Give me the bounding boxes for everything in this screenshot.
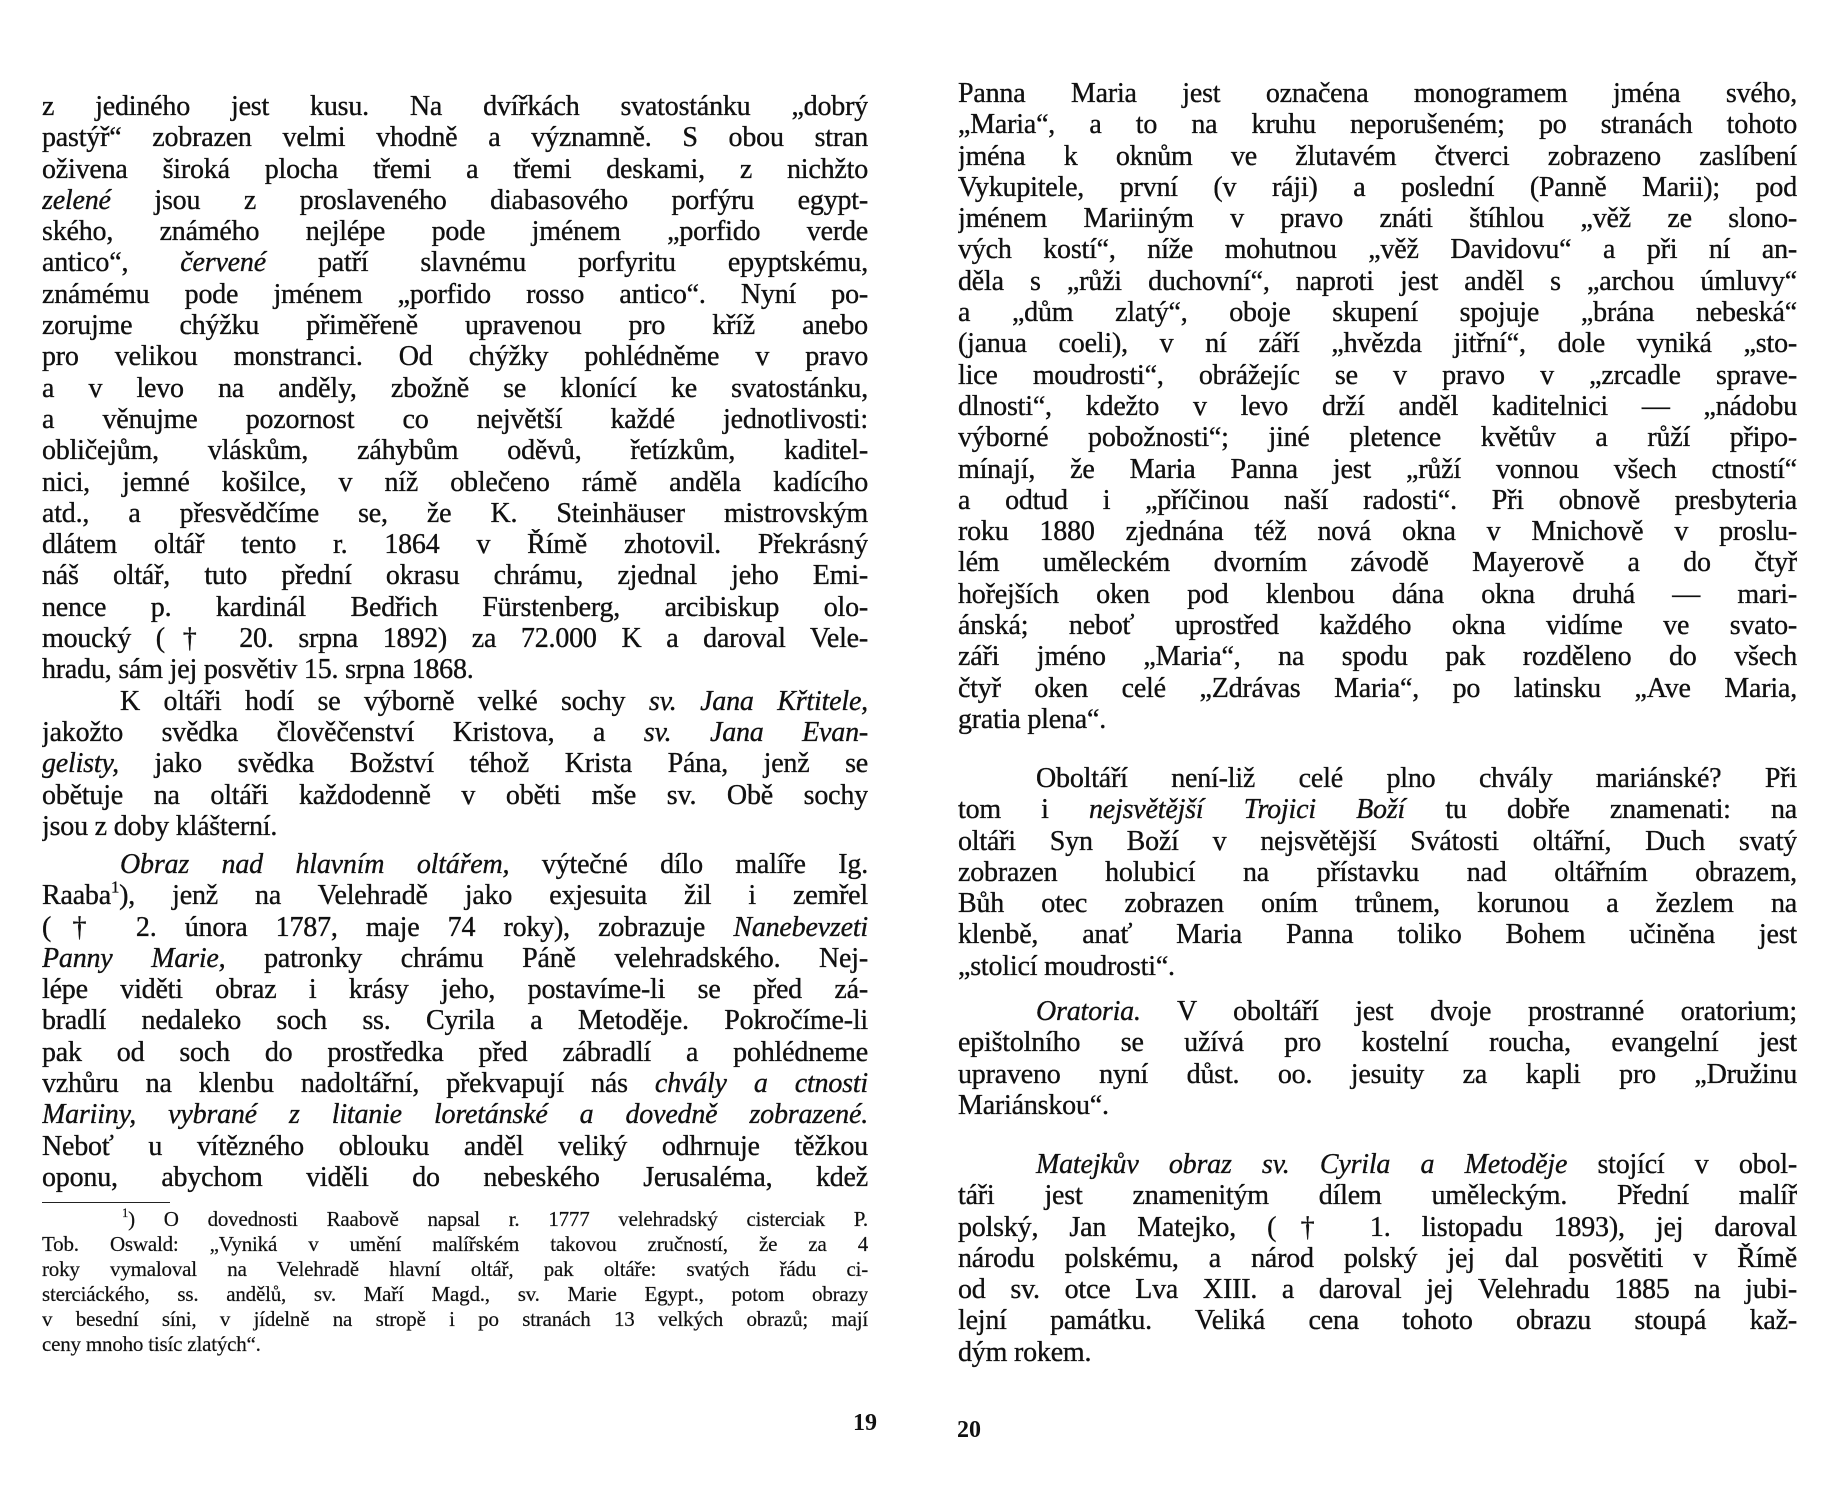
text-line bbox=[42, 216, 868, 247]
text-segment: patronky chrámu Páně velehradského. Nej- bbox=[225, 942, 868, 974]
footnote-divider bbox=[42, 1202, 170, 1203]
text-segment: lépe viděti obraz i krásy jeho, postavíme-li se před zá- bbox=[42, 974, 868, 1006]
text-line bbox=[958, 579, 1797, 610]
footnote-marker: 1 bbox=[122, 1207, 129, 1221]
text-line bbox=[42, 529, 868, 560]
text-line bbox=[42, 1068, 868, 1099]
text-line bbox=[42, 310, 868, 341]
italic-text: gelisty, bbox=[42, 748, 119, 780]
text-segment: dlnosti“, kdežto v levo drží anděl kaditelnici — „nádobu bbox=[958, 390, 1797, 422]
text-line bbox=[958, 454, 1797, 485]
text-segment: a věnujme pozornost co největší každé jednotlivosti: bbox=[42, 403, 868, 435]
text-line bbox=[958, 1305, 1797, 1336]
text-segment: hořejších oken pod klenbou dána okna druhá — mari- bbox=[958, 578, 1797, 610]
text-line bbox=[958, 391, 1797, 422]
text-line bbox=[42, 247, 868, 278]
text-line bbox=[958, 704, 1797, 735]
italic-text: Nanebevzeti bbox=[733, 911, 868, 943]
text-segment: zobrazen holubicí na přístavku nad oltářním obrazem, bbox=[958, 856, 1797, 888]
footnote-marker: 1 bbox=[110, 880, 120, 897]
italic-text: sv. Jana Evan- bbox=[643, 716, 868, 748]
italic-text: nejsvětější Trojici Boží bbox=[1089, 794, 1406, 826]
text-line bbox=[958, 109, 1797, 140]
text-segment: ceny mnoho tisíc zlatých“. bbox=[42, 1332, 261, 1356]
text-line bbox=[42, 943, 868, 974]
text-line bbox=[42, 91, 868, 122]
text-segment: jménem Mariiným v pravo znáti štíhlou „věž ze slono- bbox=[958, 203, 1797, 235]
text-line bbox=[958, 1027, 1797, 1058]
text-segment: jakožto svědka člověčenství Kristova, a bbox=[42, 716, 644, 748]
text-line bbox=[958, 857, 1797, 888]
text-line bbox=[42, 1282, 868, 1307]
text-line bbox=[42, 435, 868, 466]
text-line bbox=[958, 763, 1797, 794]
text-segment: atd., a přesvědčíme se, že K. Steinhäuser mistrovským bbox=[42, 497, 868, 529]
text-segment: a „dům zlatý“, oboje skupení spojuje „brána nebeská“ bbox=[958, 297, 1797, 329]
text-line bbox=[42, 122, 868, 153]
text-block bbox=[958, 763, 1797, 982]
text-line bbox=[958, 360, 1797, 391]
text-segment: z jediného jest kusu. Na dvířkách svatostánku „dobrý bbox=[42, 91, 868, 122]
text-line bbox=[958, 485, 1797, 516]
text-segment: dým rokem. bbox=[958, 1336, 1092, 1368]
text-line bbox=[958, 78, 1797, 109]
text-segment: ského, známého nejlépe pode jménem „porfido verde bbox=[42, 216, 868, 248]
text-line bbox=[42, 780, 868, 811]
text-line bbox=[958, 203, 1797, 234]
text-segment: děla s „růži duchovní“, naproti jest anděl s „archou úmluvy“ bbox=[958, 265, 1797, 297]
italic-text: sv. Jana Křtitele, bbox=[648, 685, 868, 717]
text-block bbox=[958, 1149, 1797, 1368]
italic-text: Obraz nad hlavním oltářem, bbox=[120, 849, 510, 880]
text-segment: „stolicí moudrosti“. bbox=[958, 950, 1175, 982]
text-line bbox=[42, 498, 868, 529]
page-number: 20 bbox=[957, 1417, 981, 1443]
text-line bbox=[958, 641, 1797, 672]
text-segment: jsou z doby klášterní. bbox=[42, 810, 278, 842]
text-segment: gratia plena“. bbox=[958, 703, 1107, 735]
text-segment: stojící v obol- bbox=[1567, 1149, 1797, 1180]
text-segment: a v levo na anděly, zbožně se klonící ke svatostánku, bbox=[42, 372, 868, 404]
text-line bbox=[958, 328, 1797, 359]
text-line bbox=[42, 341, 868, 372]
text-line bbox=[958, 516, 1797, 547]
text-line bbox=[958, 141, 1797, 172]
text-segment: výtečné dílo malíře Ig. bbox=[509, 849, 868, 880]
text-line bbox=[958, 996, 1797, 1027]
text-segment: jména k oknům ve žlutavém čtverci zobrazeno zaslíbení bbox=[958, 140, 1797, 172]
italic-text: chvály a ctnosti bbox=[654, 1068, 868, 1100]
text-line bbox=[42, 467, 868, 498]
text-line bbox=[42, 373, 868, 404]
text-segment: lejní památku. Veliká cena tohoto obrazu stoupá kaž- bbox=[958, 1305, 1797, 1337]
text-segment: tu dobře znamenati: na bbox=[1405, 794, 1797, 826]
text-segment: Mariánskou“. bbox=[958, 1089, 1109, 1121]
text-line bbox=[42, 404, 868, 435]
text-line bbox=[958, 266, 1797, 297]
text-line bbox=[42, 912, 868, 943]
italic-text: zelené bbox=[42, 184, 111, 216]
text-segment: čtyř oken celé „Zdrávas Maria“, po latinsku „Ave Maria, bbox=[958, 672, 1797, 704]
text-line bbox=[958, 1212, 1797, 1243]
text-line bbox=[958, 1059, 1797, 1090]
text-line bbox=[42, 1037, 868, 1068]
text-block bbox=[42, 849, 868, 1193]
italic-text: Mariiny, vybrané z litanie loretánské a dovedně zobrazené. bbox=[42, 1099, 868, 1131]
text-segment: zorujme chýžku přiměřeně upravenou pro kříž anebo bbox=[42, 310, 868, 342]
text-block bbox=[958, 78, 1797, 735]
text-line bbox=[958, 919, 1797, 950]
text-segment: bradlí nedaleko soch ss. Cyrila a Metoděje. Pokročíme-li bbox=[42, 1005, 868, 1037]
text-segment: oponu, abychom viděli do nebeského Jerusaléma, kdež bbox=[42, 1161, 868, 1193]
text-segment: Neboť u vítězného oblouku anděl veliký odhrnuje těžkou bbox=[42, 1130, 868, 1162]
text-segment: vzhůru na klenbu nadoltářní, překvapují nás bbox=[42, 1068, 655, 1100]
text-segment: obětuje na oltáři každodenně v oběti mše sv. Obě sochy bbox=[42, 779, 868, 811]
text-line bbox=[42, 279, 868, 310]
text-line bbox=[42, 1162, 868, 1193]
text-block bbox=[958, 996, 1797, 1121]
italic-text: Matejkův obraz sv. Cyrila a Metoděje bbox=[1036, 1149, 1568, 1180]
text-line bbox=[958, 794, 1797, 825]
text-segment: hradu, sám jej posvětiv 15. srpna 1868. bbox=[42, 654, 474, 686]
text-line bbox=[958, 610, 1797, 641]
text-line bbox=[42, 880, 868, 911]
text-segment: Panna Maria jest označena monogramem jména svého, bbox=[958, 78, 1797, 109]
text-segment: Raaba bbox=[42, 880, 111, 912]
text-line bbox=[958, 951, 1797, 982]
text-segment: národu polskému, a národ polský jej dal posvětiti v Římě bbox=[958, 1242, 1797, 1274]
text-line bbox=[42, 1232, 868, 1257]
text-segment: antico“, bbox=[42, 247, 181, 279]
text-segment: náš oltář, tuto přední okrasu chrámu, zjednal jeho Emi- bbox=[42, 560, 868, 592]
text-segment: ánská; neboť uprostřed každého okna vidíme ve svato- bbox=[958, 610, 1797, 642]
text-segment: a odtud i „příčinou naší radosti“. Při obnově presbyteria bbox=[958, 484, 1797, 516]
footnote bbox=[42, 1207, 868, 1357]
text-line bbox=[42, 185, 868, 216]
text-segment: Tob. Oswald: „Vyniká v umění malířském takovou zručností, že za 4 bbox=[42, 1232, 868, 1256]
text-segment: oltáři Syn Boží v nejsvětější Svátosti oltářní, Duch svatý bbox=[958, 825, 1797, 857]
text-segment: Bůh otec zobrazen oním trůnem, korunou a žezlem na bbox=[958, 888, 1797, 920]
text-segment: výborné pobožnosti“; jiné pletence květův a růží připo- bbox=[958, 422, 1797, 454]
text-line bbox=[42, 1005, 868, 1036]
text-segment: polský, Jan Matejko, († 1. listopadu 1893), jej daroval bbox=[958, 1211, 1797, 1243]
text-segment: ), jenž na Velehradě jako exjesuita žil i zemřel bbox=[119, 880, 868, 912]
text-line bbox=[42, 1332, 868, 1357]
italic-text: Oratoria. bbox=[1036, 996, 1141, 1027]
text-line bbox=[958, 1180, 1797, 1211]
text-line bbox=[42, 811, 868, 842]
text-segment: vých kostí“, níže mohutnou „věž Davidovu“ a při ní an- bbox=[958, 234, 1797, 266]
text-line bbox=[42, 592, 868, 623]
text-segment: patří slavnému porfyritu epyptskému, bbox=[265, 247, 868, 279]
text-segment: († 2. února 1787, maje 74 roky), zobrazuje bbox=[42, 911, 734, 943]
text-line bbox=[958, 673, 1797, 704]
text-segment: nici, jemné košilce, v níž oblečeno rámě anděla kadícího bbox=[42, 466, 868, 498]
text-segment: Oboltáří není-liž celé plno chvály mariánské? Při bbox=[1036, 763, 1797, 794]
text-line bbox=[958, 422, 1797, 453]
text-segment: známému pode jménem „porfido rosso antico“. Nyní po- bbox=[42, 278, 868, 310]
text-line bbox=[42, 717, 868, 748]
text-segment: „Maria“, a to na kruhu neporušeném; po stranách tohoto bbox=[958, 109, 1797, 141]
text-segment: od sv. otce Lva XIII. a daroval jej Velehradu 1885 na jubi- bbox=[958, 1274, 1797, 1306]
text-line bbox=[958, 547, 1797, 578]
text-line bbox=[42, 1307, 868, 1332]
text-segment: oživena široká plocha třemi a třemi deskami, z nichžto bbox=[42, 153, 868, 185]
text-line bbox=[42, 748, 868, 779]
text-line bbox=[42, 654, 868, 685]
text-line bbox=[958, 172, 1797, 203]
text-segment: mínají, že Maria Panna jest „růží vonnou všech ctností“ bbox=[958, 453, 1797, 485]
text-line bbox=[958, 1149, 1797, 1180]
text-segment: jsou z proslaveného diabasového porfýru egypt- bbox=[110, 184, 868, 216]
right-page bbox=[919, 0, 1838, 1500]
text-line bbox=[42, 686, 868, 717]
text-line bbox=[42, 974, 868, 1005]
text-segment: (janua coeli), v ní září „hvězda jitřní“, dole vyniká „sto- bbox=[958, 328, 1797, 360]
italic-text: červené bbox=[180, 247, 266, 279]
text-line bbox=[42, 560, 868, 591]
text-segment: táři jest znamenitým dílem uměleckým. Přední malíř bbox=[958, 1180, 1797, 1212]
text-segment: tom i bbox=[958, 794, 1089, 826]
text-line bbox=[958, 234, 1797, 265]
text-segment: lice moudrosti“, obrážejíc se v pravo v „zrcadle sprave- bbox=[958, 359, 1797, 391]
text-segment: sterciáckého, ss. andělů, sv. Maří Magd., sv. Marie Egypt., potom obrazy bbox=[42, 1282, 868, 1306]
text-segment: ) O dovednosti Raabově napsal r. 1777 velehradský cisterciak P. bbox=[128, 1207, 868, 1231]
text-segment: v besední síni, v jídelně na stropě i po stranách 13 velkých obrazů; mají bbox=[42, 1307, 868, 1331]
text-segment: pro velikou monstranci. Od chýžky pohlédněme v pravo bbox=[42, 341, 868, 373]
text-segment: K oltáři hodí se výborně velké sochy bbox=[120, 685, 649, 717]
text-line bbox=[958, 826, 1797, 857]
text-segment: epištolního se užívá pro kostelní roucha, evangelní jest bbox=[958, 1027, 1797, 1059]
text-line bbox=[958, 888, 1797, 919]
text-segment: klenbě, anať Maria Panna toliko Bohem učiněna jest bbox=[958, 919, 1797, 951]
text-line bbox=[42, 1131, 868, 1162]
text-line bbox=[42, 154, 868, 185]
text-line bbox=[958, 1274, 1797, 1305]
text-segment: dlátem oltář tento r. 1864 v Římě zhotovil. Překrásný bbox=[42, 529, 868, 561]
text-segment: V oboltáří jest dvoje prostranné oratorium; bbox=[1140, 996, 1797, 1027]
italic-text: Panny Marie, bbox=[42, 942, 226, 974]
text-block bbox=[42, 91, 868, 842]
text-line bbox=[42, 1099, 868, 1130]
text-segment: moucký († 20. srpna 1892) za 72.000 K a daroval Vele- bbox=[42, 623, 868, 655]
text-segment: nence p. kardinál Bedřich Fürstenberg, arcibiskup olo- bbox=[42, 591, 868, 623]
text-line bbox=[42, 623, 868, 654]
text-segment: upraveno nyní důst. oo. jesuity za kapli pro „Družinu bbox=[958, 1058, 1797, 1090]
text-line bbox=[958, 297, 1797, 328]
text-line bbox=[42, 849, 868, 880]
text-line bbox=[958, 1337, 1797, 1368]
text-segment: obličejům, vláskům, záhybům oděvů, řetízkům, kaditel- bbox=[42, 435, 868, 467]
text-line bbox=[958, 1243, 1797, 1274]
text-segment: pak od soch do prostředka před zábradlí a pohlédneme bbox=[42, 1036, 868, 1068]
text-line bbox=[958, 1090, 1797, 1121]
text-segment: Vykupitele, první (v ráji) a poslední (Panně Marii); pod bbox=[958, 171, 1797, 203]
text-line bbox=[42, 1207, 868, 1232]
page-number: 19 bbox=[853, 1410, 877, 1436]
text-line bbox=[42, 1257, 868, 1282]
text-segment: roky vymaloval na Velehradě hlavní oltář, pak oltáře: svatých řádu ci- bbox=[42, 1257, 868, 1281]
text-segment: roku 1880 zjednána též nová okna v Mnichově v proslu- bbox=[958, 516, 1797, 548]
text-segment: lém uměleckém dvorním závodě Mayerově a do čtyř bbox=[958, 547, 1797, 579]
text-segment: jako svědka Božství téhož Krista Pána, jenž se bbox=[118, 748, 868, 780]
text-segment: záři jméno „Maria“, na spodu pak rozděleno do všech bbox=[958, 641, 1797, 673]
text-segment: pastýř“ zobrazen velmi vhodně a významně. S obou stran bbox=[42, 122, 868, 154]
